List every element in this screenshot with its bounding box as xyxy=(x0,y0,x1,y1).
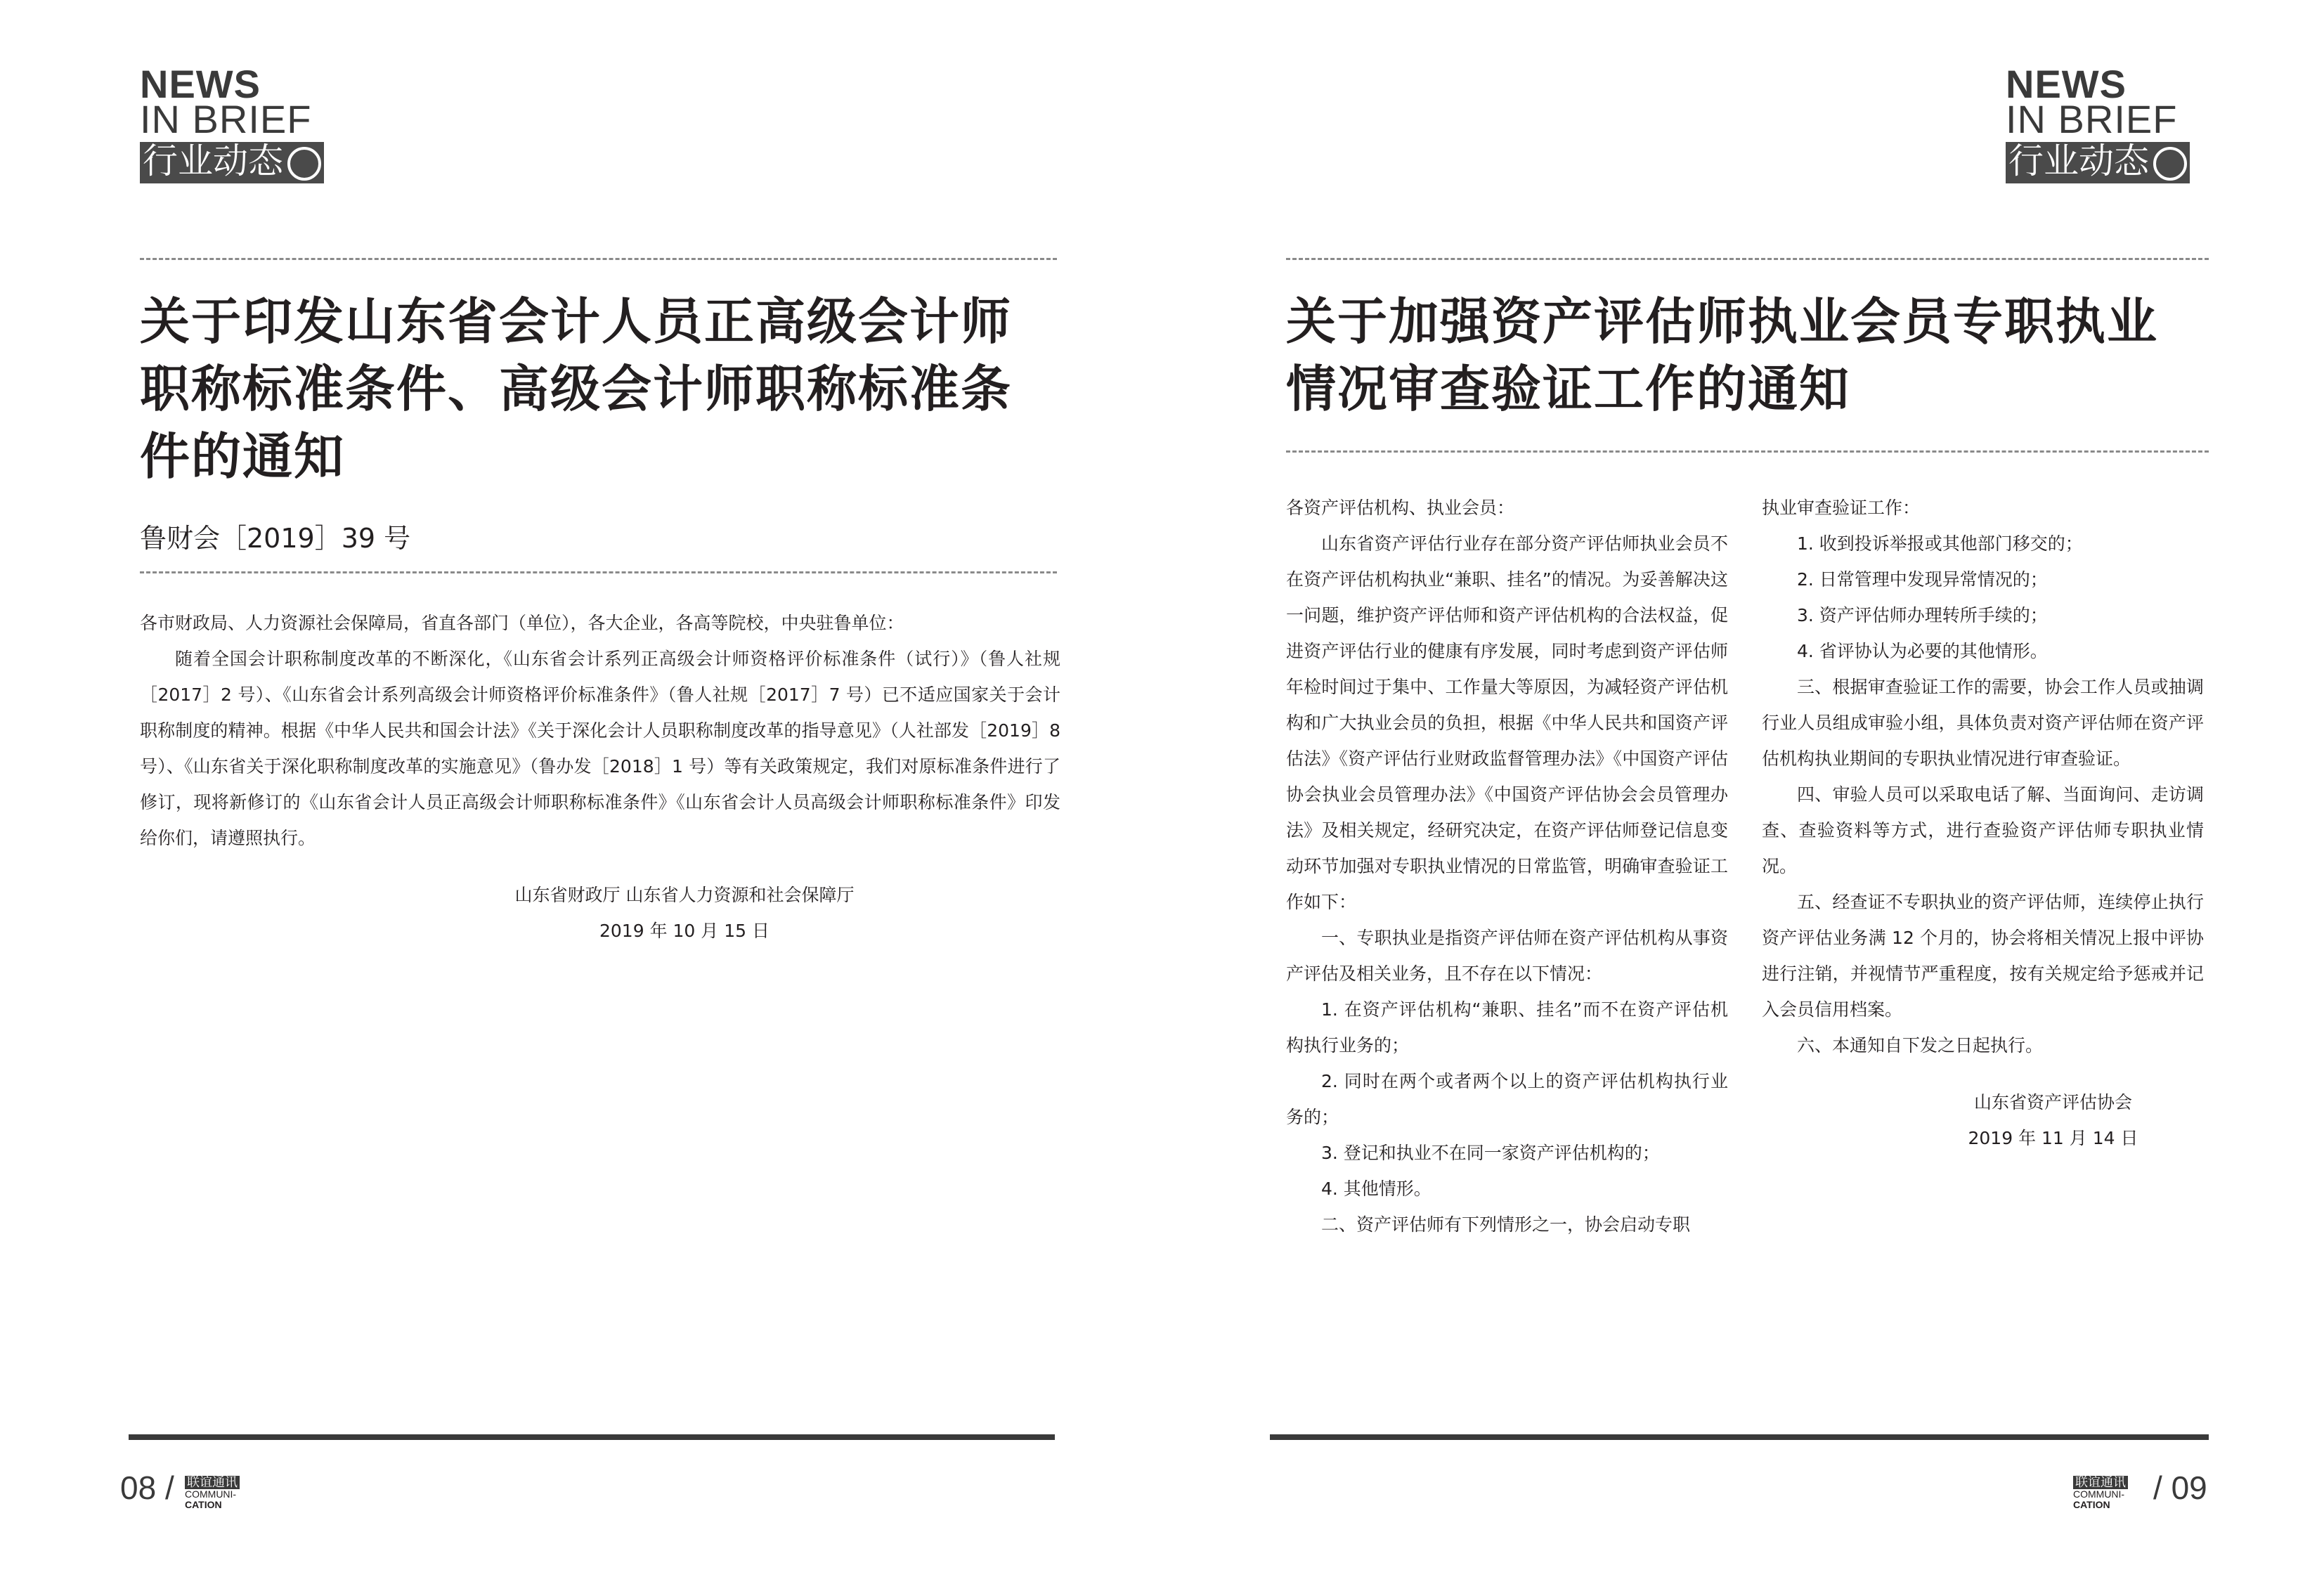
left-body xyxy=(140,605,1060,949)
brand-section-text: 行业动态 xyxy=(143,141,283,181)
brand-news: NEWS xyxy=(2006,62,2127,106)
signature-org: 山东省财政厅 山东省人力资源和社会保障厅 xyxy=(514,885,855,905)
brand-section-text: 行业动态 xyxy=(2008,141,2149,181)
list-item: 3. 资产评估师办理转所手续的； xyxy=(1797,605,2048,625)
footer-logo-en1: COMMUNI- xyxy=(2073,1488,2125,1500)
right-body-col2 xyxy=(1762,490,2204,1156)
right-page xyxy=(1162,0,2324,1577)
paragraph: 二、资产评估师有下列情形之一，协会启动专职 xyxy=(1321,1214,1691,1235)
brand-in-brief: IN BRIEF xyxy=(2006,97,2178,141)
right-title xyxy=(1286,288,2214,423)
paragraph: 三、根据审查验证工作的需要，协会工作人员或抽调行业人员组成审验小组，具体负责对资产评估师在资产评估机构执业期间的专职执业情况进行审查验证。 xyxy=(1762,677,2204,769)
brand-header xyxy=(140,62,324,183)
page-number: 08 / xyxy=(120,1469,174,1506)
paragraph: 五、经查证不专职执业的资产评估师，连续停止执行资产评估业务满 12 个月的，协会将相关情况上报中评协进行注销，并视情节严重程度，按有关规定给予惩戒并记入会员信用档案。 xyxy=(1762,892,2204,1020)
right-body-col1 xyxy=(1286,490,1728,1242)
list-item: 1. 收到投诉举报或其他部门移交的； xyxy=(1797,533,2083,554)
list-item: 2. 日常管理中发现异常情况的； xyxy=(1797,569,2048,590)
page-number: / 09 xyxy=(2153,1469,2207,1506)
document-number: 鲁财会［2019］39 号 xyxy=(140,523,411,554)
left-title xyxy=(140,288,1067,491)
footer-rule xyxy=(1270,1434,2209,1440)
list-item: 4. 省评协认为必要的其他情形。 xyxy=(1797,641,2048,661)
title-line: 关于加强资产评估师执业会员专职执业 xyxy=(1286,292,2159,351)
brand-news: NEWS xyxy=(140,62,261,106)
list-item: 3. 登记和执业不在同一家资产评估机构的； xyxy=(1321,1143,1660,1163)
paragraph: 六、本通知自下发之日起执行。 xyxy=(1797,1035,2044,1056)
page-number-value: 08 xyxy=(120,1469,157,1506)
paragraph: 随着全国会计职称制度改革的不断深化，《山东省会计系列正高级会计师资格评价标准条件（试行）》（鲁人社规［2017］2 号）、《山东省会计系列高级会计师资格评价标准条件》（鲁人社规［2017］7 号）已不适应国家关于会计职称制度的精神。根据《中华人民共和国会计法》《关于深化会计人员职称制度改革的指导意见》（人社部发［2019］8 号）、《山东省关于深化职称制度改革的实施意见》（鲁办发［2018］1 号）等有关政策规定，我们对原标准条件进行了修订，现将新修订的《山东省会计人员正高级会计师职称标准条件》《山东省会计人员高级会计师职称标准条件》印发给你们，请遵照执行。 xyxy=(140,649,1060,848)
signature-org: 山东省资产评估协会 xyxy=(1973,1092,2132,1112)
footer-logo xyxy=(185,1476,240,1510)
divider xyxy=(1286,258,2209,260)
title-line: 职称标准条件、高级会计师职称标准条 xyxy=(140,360,1013,418)
brand-section-label xyxy=(140,142,324,183)
list-item: 2. 同时在两个或者两个以上的资产评估机构执行业务的； xyxy=(1286,1071,1728,1127)
paragraph: 山东省资产评估行业存在部分资产评估师执业会员不在资产评估机构执业“兼职、挂名”的情况。为妥善解决这一问题，维护资产评估师和资产评估机构的合法权益，促进资产评估行业的健康有序发展，同时考虑到资产评估师年检时间过于集中、工作量大等原因，为减轻资产评估机构和广大执业会员的负担，根据《中华人民共和国资产评估法》《资产评估行业财政监督管理办法》《中国资产评估协会执业会员管理办法》《中国资产评估协会会员管理办法》及相关规定，经研究决定，在资产评估师登记信息变动环节加强对专职执业情况的日常监管，明确审查验证工作如下： xyxy=(1286,533,1728,912)
footer-logo xyxy=(2073,1476,2128,1510)
title-line: 关于印发山东省会计人员正高级会计师 xyxy=(140,292,1013,351)
signature-date: 2019 年 10 月 15 日 xyxy=(599,921,770,941)
footer-logo-en2: CATION xyxy=(185,1499,222,1510)
signature-date: 2019 年 11 月 14 日 xyxy=(1968,1128,2138,1148)
salutation: 各资产评估机构、执业会员： xyxy=(1286,498,1515,518)
footer-logo-cn: 联谊通讯 xyxy=(2073,1476,2128,1489)
brand-section-label xyxy=(2006,142,2190,183)
list-item: 4. 其他情形。 xyxy=(1321,1179,1432,1199)
swirl-icon xyxy=(287,147,321,181)
page-number-value: 09 xyxy=(2171,1469,2207,1506)
paragraph-continued: 执业审查验证工作： xyxy=(1762,498,1921,518)
salutation: 各市财政局、人力资源社会保障局，省直各部门（单位），各大企业，各高等院校，中央驻鲁单位： xyxy=(140,613,904,633)
footer-rule xyxy=(129,1434,1055,1440)
swirl-icon xyxy=(2153,147,2187,181)
title-line: 件的通知 xyxy=(140,427,346,486)
divider xyxy=(140,571,1057,573)
footer-logo-en1: COMMUNI- xyxy=(185,1488,237,1500)
footer-logo-cn: 联谊通讯 xyxy=(185,1476,240,1489)
paragraph: 四、审验人员可以采取电话了解、当面询问、走访调查、查验资料等方式，进行查验资产评估师专职执业情况。 xyxy=(1762,784,2204,876)
divider xyxy=(140,258,1057,260)
divider xyxy=(1286,450,2209,453)
paragraph: 一、专职执业是指资产评估师在资产评估机构从事资产评估及相关业务，且不存在以下情况： xyxy=(1286,928,1728,984)
brand-in-brief: IN BRIEF xyxy=(140,97,312,141)
title-line: 情况审查验证工作的通知 xyxy=(1286,360,1851,418)
footer-logo-en2: CATION xyxy=(2073,1499,2110,1510)
brand-header xyxy=(2006,62,2190,183)
list-item: 1. 在资产评估机构“兼职、挂名”而不在资产评估机构执行业务的； xyxy=(1286,999,1728,1056)
